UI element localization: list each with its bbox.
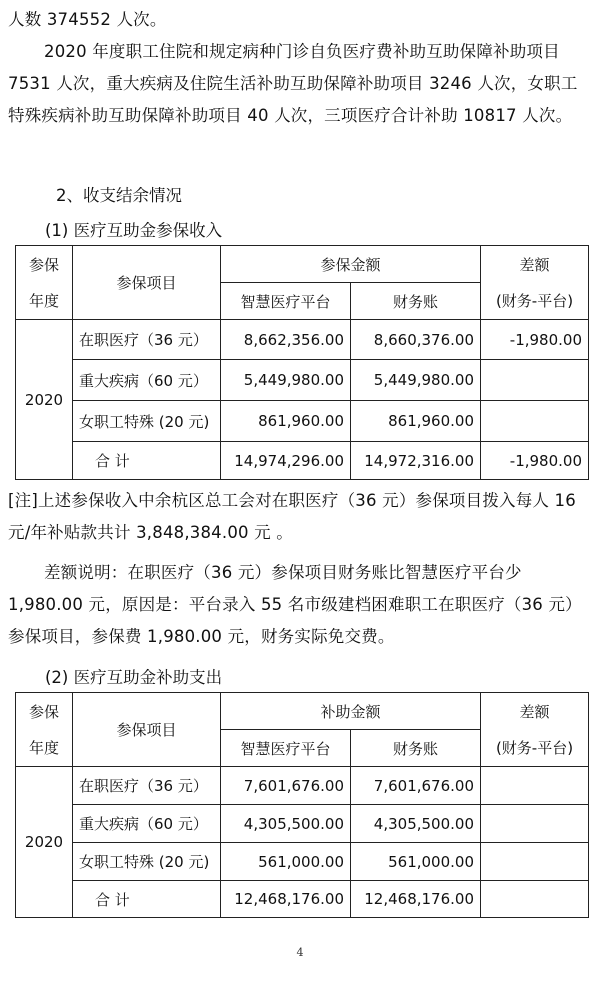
diff-cell (481, 401, 589, 442)
year-cell: 2020 (16, 767, 73, 918)
table-row (16, 767, 589, 805)
table-row (16, 360, 589, 401)
finance-cell: 7,601,676.00 (351, 767, 481, 805)
diff-cell: -1,980.00 (481, 320, 589, 360)
platform-cell: 8,662,356.00 (221, 320, 351, 360)
header-year-line1: 参保 (28, 702, 59, 721)
platform-cell: 4,305,500.00 (221, 805, 351, 843)
header-year (16, 693, 73, 767)
platform-cell: 14,974,296.00 (221, 442, 351, 480)
item-cell: 女职工特殊 (20 元) (73, 843, 221, 881)
diff-cell (481, 843, 589, 881)
header-finance: 财务账 (351, 283, 481, 320)
header-diff-line2: (财务-平台) (495, 291, 574, 310)
header-diff (481, 693, 589, 767)
header-amount: 补助金额 (221, 693, 481, 730)
finance-cell: 5,449,980.00 (351, 360, 481, 401)
diff-cell (481, 805, 589, 843)
page-number: 4 (296, 946, 304, 959)
header-platform: 智慧医疗平台 (221, 283, 351, 320)
header-diff (481, 246, 589, 320)
header-amount: 参保金额 (221, 246, 481, 283)
header-year-line1: 参保 (28, 255, 59, 274)
table-row (16, 805, 589, 843)
header-platform: 智慧医疗平台 (221, 730, 351, 767)
table-total-row (16, 442, 589, 480)
table-row (16, 843, 589, 881)
year-cell: 2020 (16, 320, 73, 480)
platform-cell: 5,449,980.00 (221, 360, 351, 401)
platform-cell: 12,468,176.00 (221, 881, 351, 918)
item-cell: 重大疾病（60 元） (73, 805, 221, 843)
table-row (16, 401, 589, 442)
header-diff-line2: (财务-平台) (495, 738, 574, 757)
paragraph-intro-tail: 人数 374552 人次。 (8, 10, 167, 29)
header-item: 参保项目 (73, 246, 221, 320)
platform-cell: 861,960.00 (221, 401, 351, 442)
finance-cell: 4,305,500.00 (351, 805, 481, 843)
finance-cell: 561,000.00 (351, 843, 481, 881)
item-cell: 合 计 (73, 881, 221, 918)
item-cell: 合 计 (73, 442, 221, 480)
header-diff-line1: 差额 (519, 255, 550, 274)
expenditure-table (15, 692, 589, 918)
section-heading-balance: 2、收支结余情况 (56, 186, 182, 205)
subheading-expenditure: (2) 医疗互助金补助支出 (45, 668, 223, 687)
finance-cell: 8,660,376.00 (351, 320, 481, 360)
item-cell: 重大疾病（60 元） (73, 360, 221, 401)
table-row (16, 320, 589, 360)
item-cell: 在职医疗（36 元） (73, 767, 221, 805)
diff-cell (481, 881, 589, 918)
platform-cell: 7,601,676.00 (221, 767, 351, 805)
finance-cell: 12,468,176.00 (351, 881, 481, 918)
item-cell: 在职医疗（36 元） (73, 320, 221, 360)
paragraph-note: [注]上述参保收入中余杭区总工会对在职医疗（36 元）参保项目拨入每人 16 元/年补贴款共计 3,848,384.00 元 。 (8, 491, 576, 542)
finance-cell: 861,960.00 (351, 401, 481, 442)
header-year (16, 246, 73, 320)
table-total-row (16, 881, 589, 918)
header-year-line2: 年度 (28, 738, 59, 757)
header-finance: 财务账 (351, 730, 481, 767)
item-cell: 女职工特殊 (20 元) (73, 401, 221, 442)
header-item: 参保项目 (73, 693, 221, 767)
diff-cell: -1,980.00 (481, 442, 589, 480)
income-table (15, 245, 589, 480)
paragraph-diff-explanation: 差额说明：在职医疗（36 元）参保项目财务账比智慧医疗平台少 1,980.00 元，原因是：平台录入 55 名市级建档困难职工在职医疗（36 元）参保项目，参保费 1,980.00 元，财务实际免交费。 (8, 563, 582, 646)
subheading-income: (1) 医疗互助金参保收入 (45, 221, 223, 240)
header-year-line2: 年度 (28, 291, 59, 310)
platform-cell: 561,000.00 (221, 843, 351, 881)
finance-cell: 14,972,316.00 (351, 442, 481, 480)
header-diff-line1: 差额 (519, 702, 550, 721)
diff-cell (481, 767, 589, 805)
paragraph-subsidy-counts: 2020 年度职工住院和规定病种门诊自负医疗费补助互助保障补助项目 7531 人次，重大疾病及住院生活补助互助保障补助项目 3246 人次，女职工特殊疾病补助互助保障补助项目 40 人次，三项医疗合计补助 10817 人次。 (8, 42, 578, 125)
diff-cell (481, 360, 589, 401)
